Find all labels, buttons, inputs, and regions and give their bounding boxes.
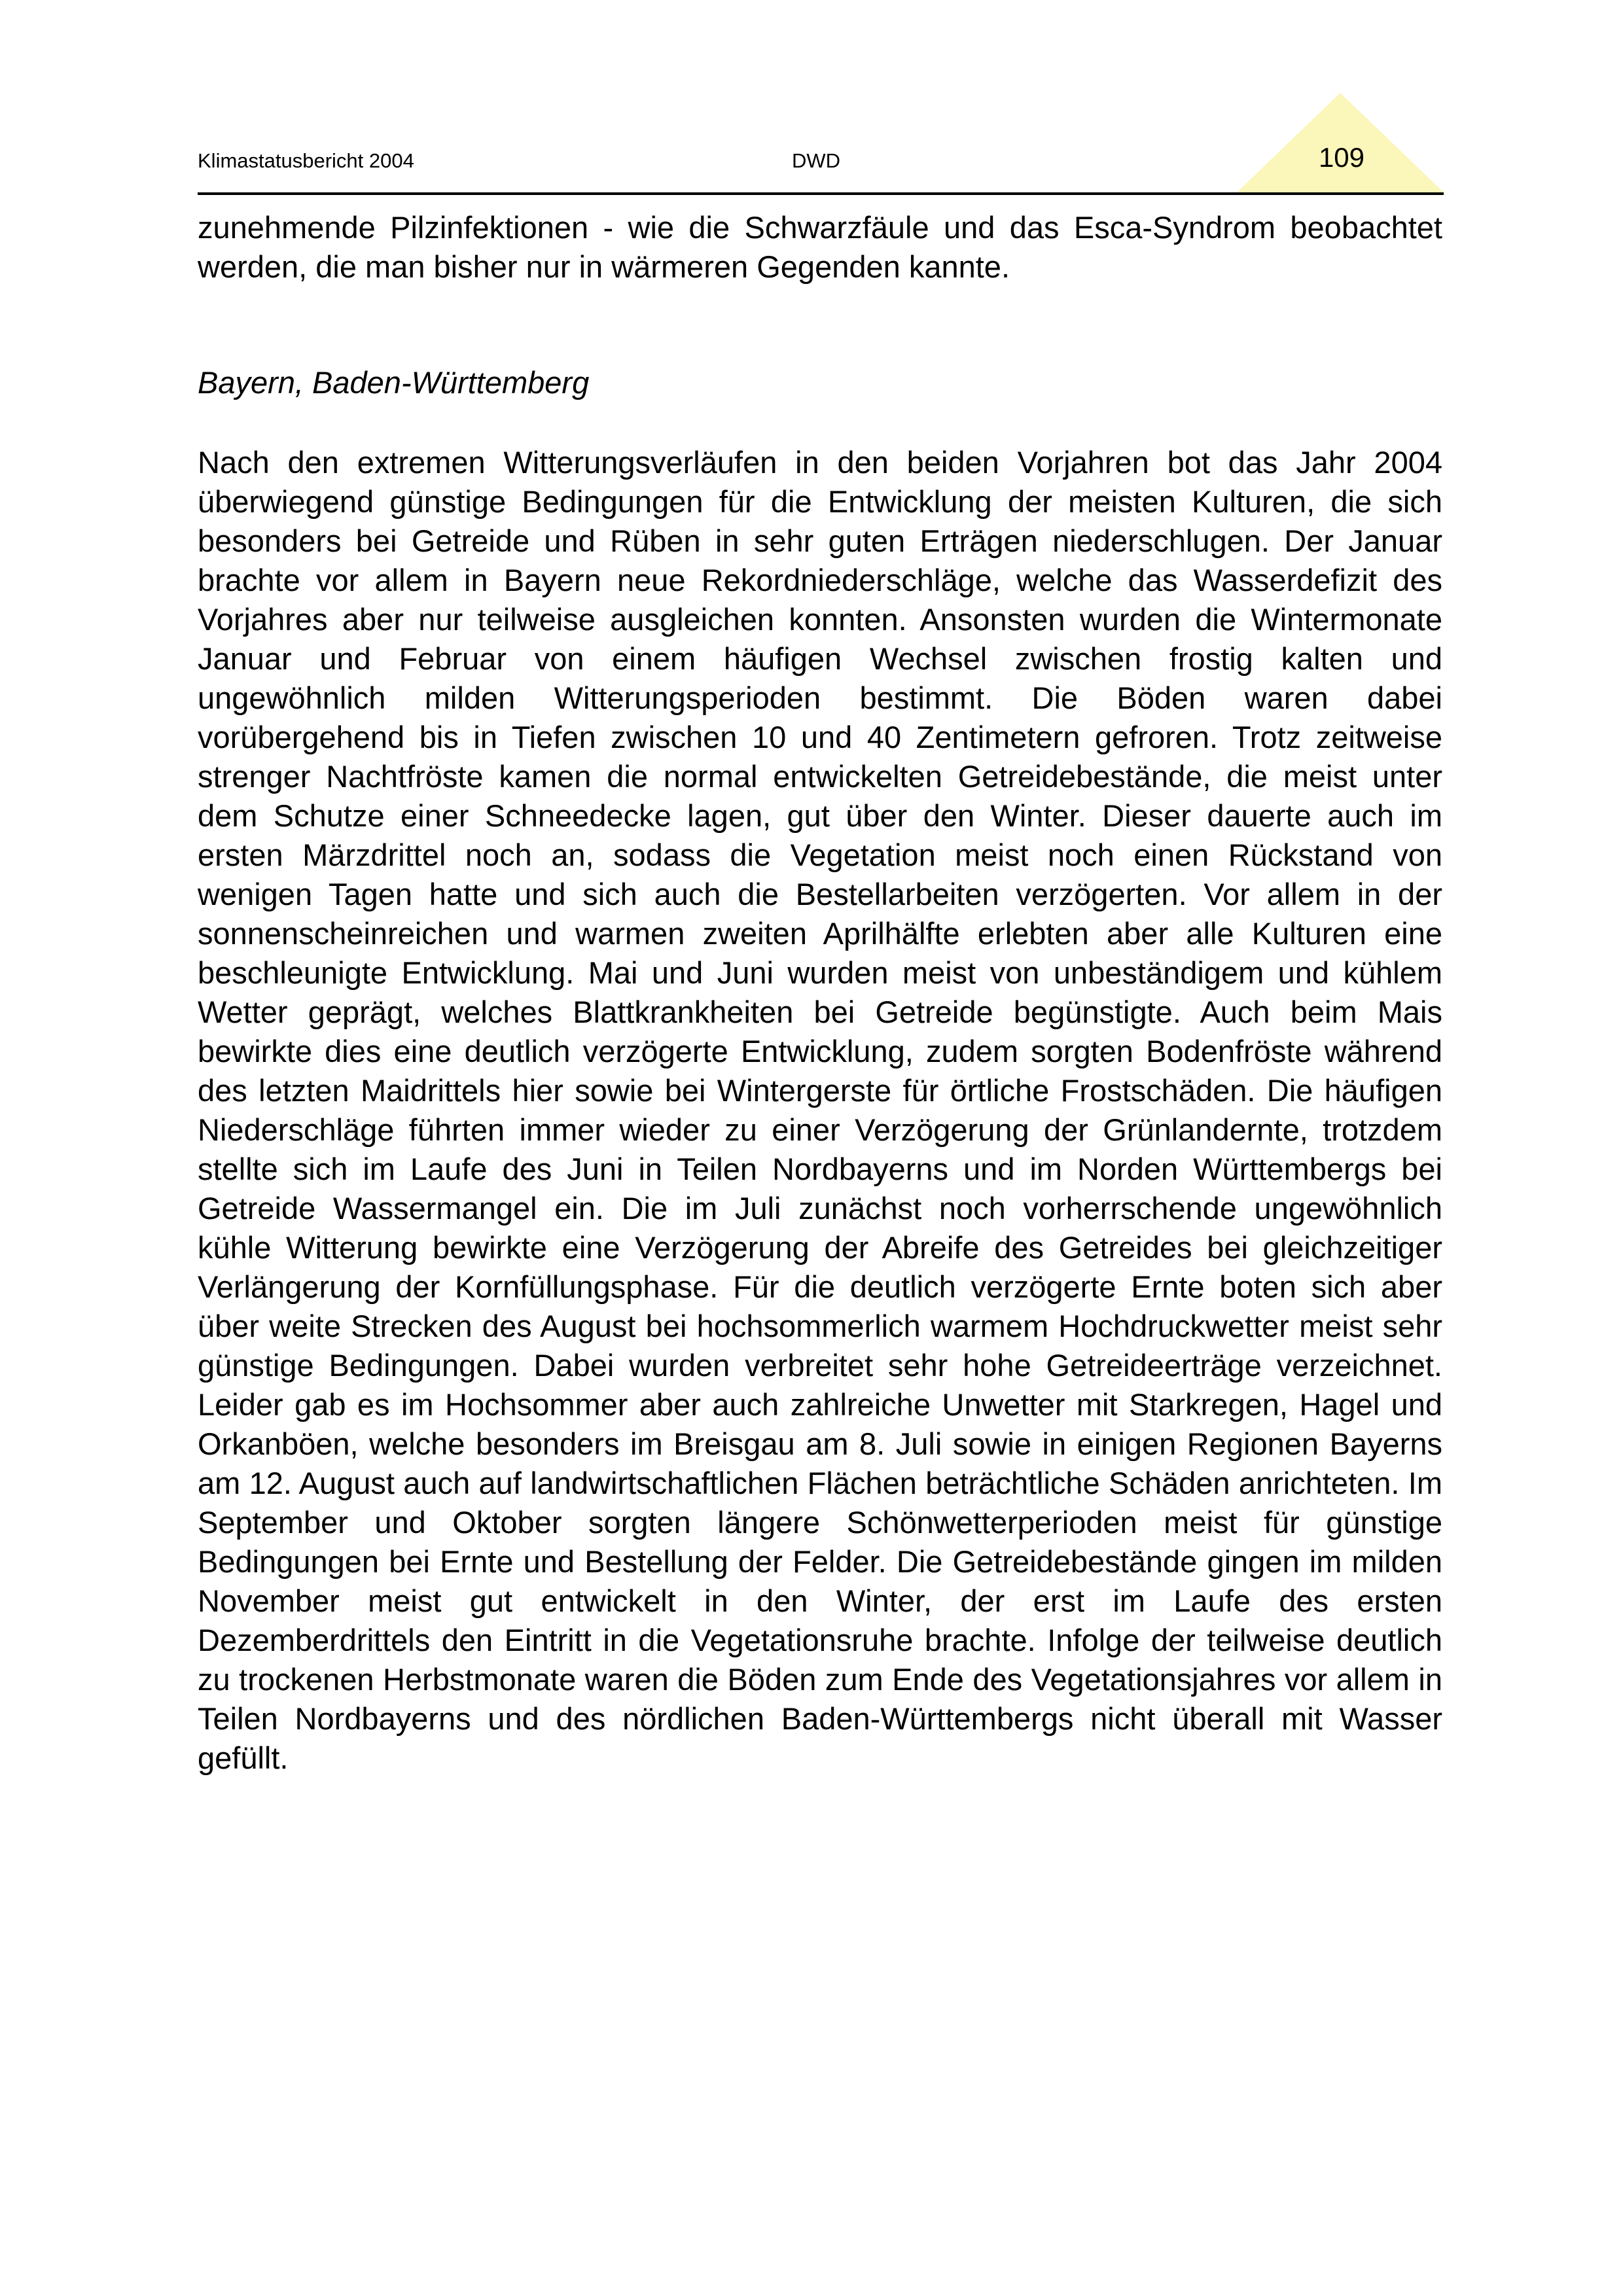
- page-number: 109: [1318, 142, 1365, 173]
- running-header-title: Klimastatusbericht 2004: [198, 149, 414, 172]
- header-rule: [198, 192, 1444, 195]
- running-header-publisher: DWD: [792, 149, 841, 172]
- section-heading: Bayern, Baden-Württemberg: [198, 365, 590, 400]
- body-paragraph: Nach den extremen Witterungsverläufen in den beiden Vorjahren bot das Jahr 2004 überwiegend günstige Bedingungen für die Entwicklung der meisten Kulturen, die sich besonders bei Getreide und Rüben in sehr guten Erträgen niederschlugen. Der Januar brachte vor allem in Bayern neue Rekordniederschläge, welche das Wasserdefizit des Vorjahres aber nur teilweise ausgleichen konnten. Ansonsten wurden die Wintermonate Januar und Februar von einem häufigen Wechsel zwischen frostig kalten und ungewöhnlich milden Witterungsperioden bestimmt. Die Böden waren dabei vorübergehend bis in Tiefen zwischen 10 und 40 Zentimetern gefroren. Trotz zeitweise strenger Nachtfröste kamen die normal entwickelten Getreidebestände, die meist unter dem Schutze einer Schneedecke lagen, gut über den Winter. Dieser dauerte auch im ersten Märzdrittel noch an, sodass die Vegetation meist noch einen Rückstand von wenigen Tagen hatte und sich auch die Bestellarbeiten verzögerten. Vor allem in der sonnenscheinreichen und warmen zweiten Aprilhälfte erlebten aber alle Kulturen eine beschleunigte Entwicklung. Mai und Juni wurden meist von unbeständigem und kühlem Wetter geprägt, welches Blattkrankheiten bei Getreide begünstigte. Auch beim Mais bewirkte dies eine deutlich verzögerte Entwicklung, zudem sorgten Bodenfröste während des letzten Maidrittels hier sowie bei Wintergerste für örtliche Frostschäden. Die häufigen Niederschläge führten immer wieder zu einer Verzögerung der Grünlandernte, trotzdem stellte sich im Laufe des Juni in Teilen Nordbayerns und im Norden Württembergs bei Getreide Wassermangel ein. Die im Juli zunächst noch vorherrschende ungewöhnlich kühle Witterung bewirkte eine Verzögerung der Abreife des Getreides bei gleichzeitiger Verlängerung der Kornfüllungsphase. Für die deutlich verzögerte Ernte boten sich aber über weite Strecken des August bei hochsommerlich warmem Hochdruckwetter meist sehr günstige Bedingungen. Dabei wurden verbreitet sehr hohe Getreideerträge verzeichnet. Leider gab es im Hochsommer aber auch zahlreiche Unwetter mit Starkregen, Hagel und Orkanböen, welche besonders im Breisgau am 8. Juli sowie in einigen Regionen Bayerns am 12. August auch auf landwirtschaftlichen Flächen beträchtliche Schäden anrichteten. Im September und Oktober sorgten längere Schönwetterperioden meist für günstige Bedingungen bei Ernte und Bestellung der Felder. Die Getreidebestände gingen im milden November meist gut entwickelt in den Winter, der erst im Laufe des ersten Dezemberdrittels den Eintritt in die Vegetationsruhe brachte. Infolge der teilweise deutlich zu trockenen Herbstmonate waren die Böden zum Ende des Vegetationsjahres vor allem in Teilen Nordbayerns und des nördlichen Baden-Württembergs nicht überall mit Wasser gefüllt.: [198, 445, 1442, 1775]
- continuation-paragraph: zunehmende Pilzinfektionen - wie die Schwarzfäule und das Esca-Syndrom beobachtet werden, die man bisher nur in wärmeren Gegenden kannte.: [198, 210, 1442, 284]
